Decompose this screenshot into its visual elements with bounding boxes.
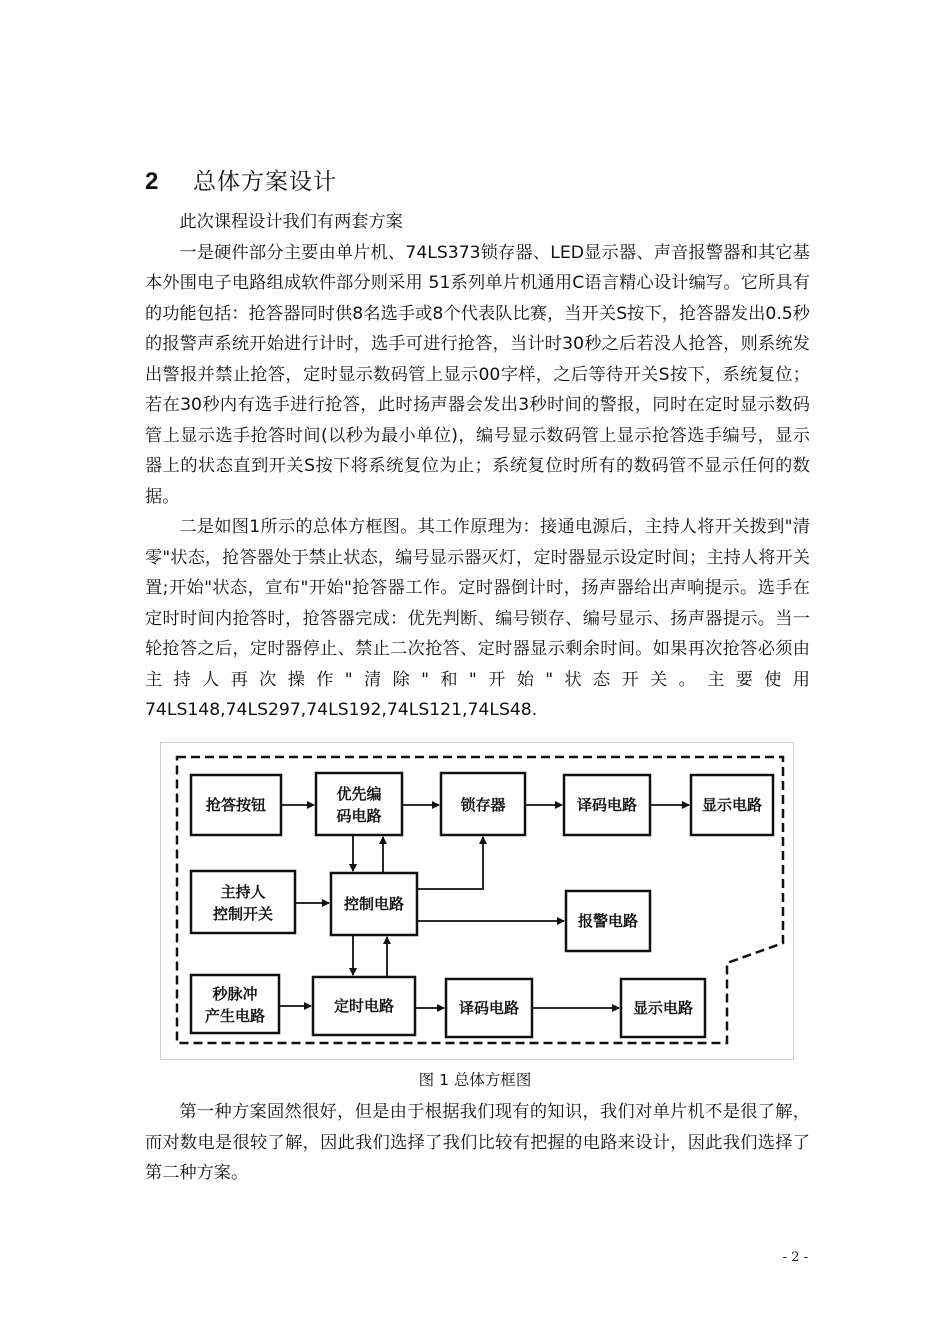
block-label: 译码电路	[458, 999, 520, 1017]
block-label: 锁存器	[460, 796, 506, 814]
block-control	[331, 873, 417, 935]
block-label: 秒脉冲	[212, 985, 258, 1003]
section-heading	[145, 163, 337, 196]
block-label: 显示电路	[701, 796, 763, 814]
block-decoder-bottom	[446, 979, 532, 1037]
block-label: 报警电路	[577, 912, 639, 930]
block-label: 定时电路	[333, 997, 395, 1015]
block-pulse-generator	[191, 975, 279, 1033]
body-text-top	[145, 207, 810, 726]
paragraph: 一是硬件部分主要由单片机、74LS373锁存器、LED显示器、声音报警器和其它基本外围电子电路组成软件部分则采用 51系列单片机通用C语言精心设计编写。它所具有的功能包括：抢答器同时供8名选手或8个代表队比赛，当开关S按下，抢答器发出0.5秒的报警声系统开始进行计时，选手可进行抢答，当计时30秒之后若没人抢答，则系统发出警报并禁止抢答，定时显示数码管上显示00字样，之后等待开关S按下，系统复位；若在30秒内有选手进行抢答，此时扬声器会发出3秒时间的警报，同时在定时显示数码管上显示选手抢答时间(以秒为最小单位)，编号显示数码管上显示抢答选手编号，显示器上的状态直到开关S按下将系统复位为止；系统复位时所有的数码管不显示任何的数据。	[145, 242, 810, 507]
block-alarm	[566, 891, 650, 951]
block-label: 优先编	[336, 785, 382, 803]
block-label: 码电路	[336, 807, 382, 825]
paragraph: 二是如图1所示的总体方框图。其工作原理为：接通电源后，主持人将开关拨到"清零"状态，抢答器处于禁止状态，编号显示器灭灯，定时器显示设定时间；主持人将开关置;开始"状态，宣布"开始"抢答器工作。定时器倒计时，扬声器给出声响提示。选手在定时时间内抢答时，抢答器完成：优先判断、编号锁存、编号显示、扬声器提示。当一轮抢答之后，定时器停止、禁止二次抢答、定时器显示剩余时间。如果再次抢答必须由主持人再次操作"清除"和"开始"状态开关。主要使用74LS148,74LS297,74LS192,74LS121,74LS48.	[145, 517, 810, 720]
block-qiangda-button	[191, 775, 281, 835]
block-display-bottom	[621, 979, 705, 1037]
paragraph: 第一种方案固然很好，但是由于根据我们现有的知识，我们对单片机不是很了解，而对数电是很较了解，因此我们选择了我们比较有把握的电路来设计，因此我们选择了第二种方案。	[145, 1102, 810, 1183]
block-label: 显示电路	[632, 999, 694, 1017]
block-host-switch	[191, 871, 295, 933]
page-number: - 2 -	[782, 1250, 808, 1265]
block-latch	[441, 773, 525, 835]
paragraph: 此次课程设计我们有两套方案	[179, 212, 403, 232]
block-diagram	[160, 742, 794, 1060]
section-number: 2	[145, 168, 159, 195]
section-title: 总体方案设计	[193, 169, 337, 195]
block-label: 译码电路	[576, 796, 638, 814]
block-label: 控制开关	[212, 905, 274, 923]
block-display-top	[691, 775, 773, 835]
figure-caption: 图 1 总体方框图	[418, 1071, 532, 1089]
block-label: 抢答按钮	[205, 796, 267, 814]
body-text-bottom	[145, 1097, 810, 1189]
block-label: 产生电路	[204, 1007, 266, 1025]
block-decoder-top	[564, 775, 650, 835]
block-timer	[313, 977, 415, 1035]
block-label: 主持人	[220, 883, 266, 901]
block-label: 控制电路	[343, 895, 405, 913]
block-priority-encoder	[316, 773, 402, 835]
